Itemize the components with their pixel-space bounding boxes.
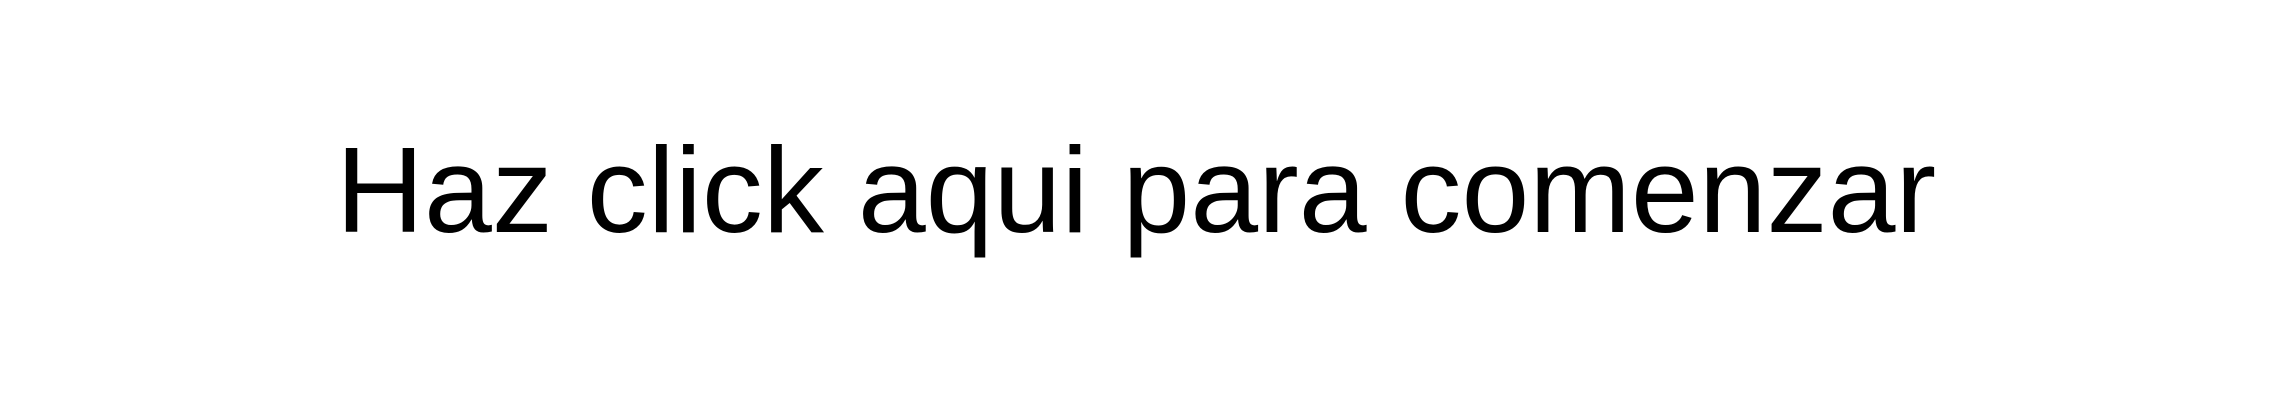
start-prompt-text[interactable]: Haz click aqui para comenzar [335, 122, 1937, 258]
